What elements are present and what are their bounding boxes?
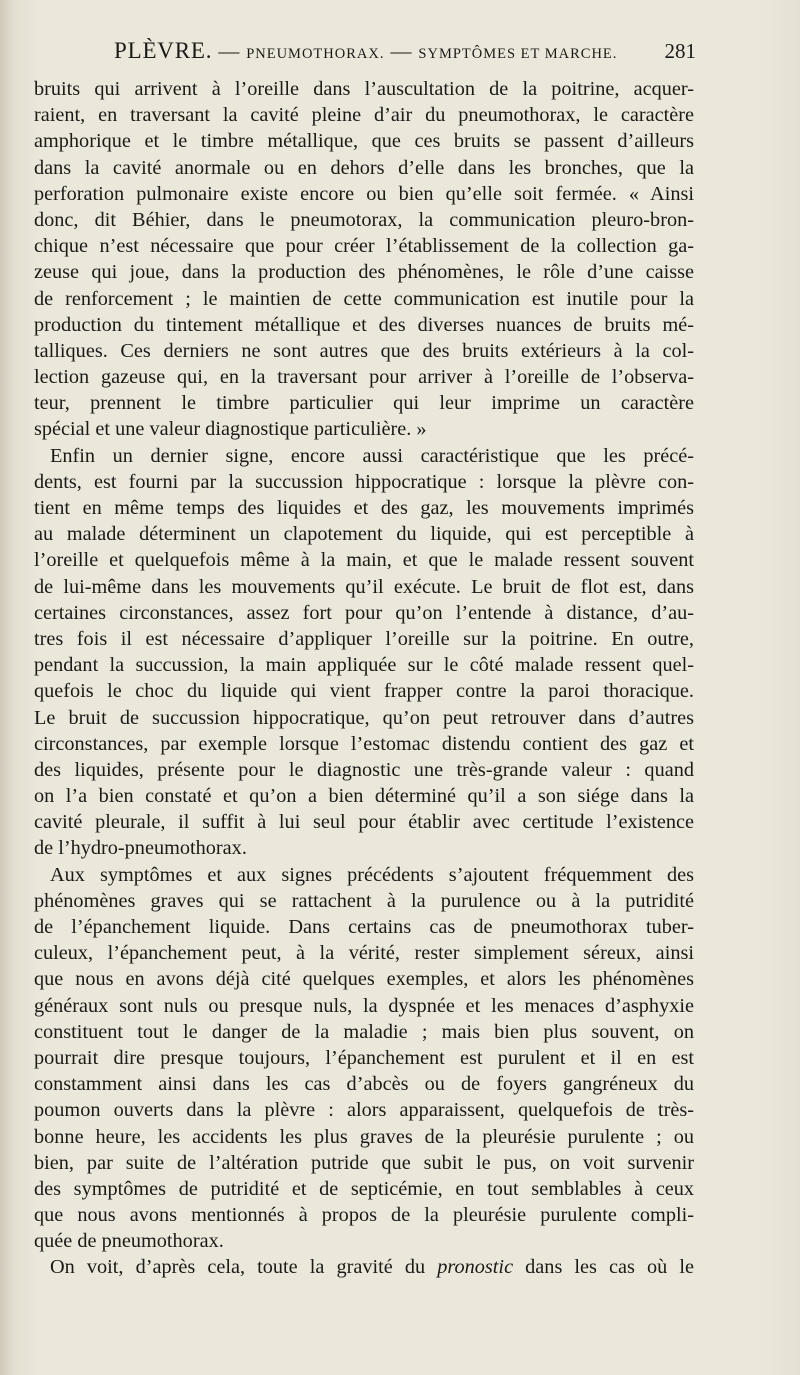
text-line: de lui-même dans les mouvements qu’il exécute. Le bruit de flot est, dans: [34, 575, 694, 598]
text-line: quée de pneumothorax.: [34, 1230, 224, 1253]
text-line: au malade déterminent un clapotement du liquide, qui est perceptible à: [34, 523, 694, 546]
text-line: de renforcement ; le maintien de cette communication est inutile pour la: [34, 287, 694, 310]
page-number: 281: [664, 39, 696, 63]
text-line-final: [34, 1254, 694, 1280]
subsection-title: SYMPTÔMES ET MARCHE.: [418, 46, 618, 62]
title-separator: —: [390, 39, 413, 63]
text-line: poumon ouverts dans la plèvre : alors apparaissent, quelquefois de très-: [34, 1099, 694, 1122]
text-line: quefois le choc du liquide qui vient frapper contre la paroi thoracique.: [34, 680, 694, 703]
section-title: PNEUMOTHORAX.: [246, 46, 385, 62]
text-line: talliques. Ces derniers ne sont autres que des bruits extérieurs à la col-: [34, 339, 694, 362]
text-fragment: On voit, d’après cela, toute la gravité du: [50, 1256, 438, 1279]
text-line: pourrait dire presque toujours, l’épanchement est purulent et il en est: [34, 1046, 694, 1069]
text-fragment: dans les cas où le: [513, 1256, 694, 1279]
text-line: donc, dit Béhier, dans le pneumotorax, la communication pleuro-bron-: [34, 208, 694, 231]
text-line: raient, en traversant la cavité pleine d’air du pneumothorax, le caractère: [34, 104, 694, 127]
text-line: teur, prennent le timbre particulier qui leur imprime un caractère: [34, 392, 694, 415]
text-line: pendant la succussion, la main appliquée sur le côté malade ressent quel-: [34, 654, 694, 677]
text-line: chique n’est nécessaire que pour créer l’établissement de la collection ga-: [34, 235, 694, 258]
chapter-title: PLÈVRE.: [114, 38, 213, 63]
text-line: bruits qui arrivent à l’oreille dans l’auscultation de la poitrine, acquer-: [34, 78, 694, 100]
text-line: constituent tout le danger de la maladie ; mais bien plus souvent, on: [34, 1020, 694, 1043]
text-line: que nous en avons déjà cité quelques exemples, et alors les phénomènes: [34, 968, 694, 991]
text-line: spécial et une valeur diagnostique particulière. »: [34, 418, 427, 441]
text-line: production du tintement métallique et des diverses nuances de bruits mé-: [34, 313, 694, 336]
text-line: Enfin un dernier signe, encore aussi caractéristique que les précé-: [50, 444, 694, 467]
text-line: certaines circonstances, assez fort pour qu’on l’entende à distance, d’au-: [34, 601, 694, 624]
text-line: dans la cavité anormale ou en dehors d’elle dans les bronches, que la: [34, 156, 694, 179]
running-header: [36, 38, 696, 72]
italic-term: pronostic: [437, 1256, 514, 1279]
text-line: circonstances, par exemple lorsque l’estomac distendu contient des gaz et: [34, 732, 694, 755]
text-line: phénomènes graves qui se rattachent à la purulence ou à la putridité: [34, 889, 694, 912]
text-line: des symptômes de putridité et de septicémie, en tout semblables à ceux: [34, 1177, 694, 1200]
text-line: bien, par suite de l’altération putride que subit le pus, on voit survenir: [34, 1151, 694, 1174]
text-line: bonne heure, les accidents les plus graves de la pleurésie purulente ; ou: [34, 1125, 694, 1148]
text-line: l’oreille et quelquefois même à la main, et que le malade ressent souvent: [34, 549, 694, 572]
text-line: que nous avons mentionnés à propos de la pleurésie purulente compli-: [34, 1204, 694, 1227]
text-line: constamment ainsi dans les cas d’abcès ou de foyers gangréneux du: [34, 1073, 694, 1096]
title-separator: —: [218, 39, 241, 63]
text-line: des liquides, présente pour le diagnostic une très-grande valeur : quand: [34, 758, 694, 781]
text-line: Le bruit de succussion hippocratique, qu’on peut retrouver dans d’autres: [34, 706, 694, 729]
text-line: lection gazeuse qui, en la traversant pour arriver à l’oreille de l’observa-: [34, 366, 694, 389]
text-line: de l’épanchement liquide. Dans certains cas de pneumothorax tuber-: [34, 916, 694, 938]
text-line: amphorique et le timbre métallique, que ces bruits se passent d’ailleurs: [34, 130, 694, 153]
body-text: [34, 76, 694, 1281]
text-line: on l’a bien constaté et qu’on a bien déterminé qu’il a son siége dans la: [34, 785, 694, 808]
text-line: cavité pleurale, il suffit à lui seul pour établir avec certitude l’existence: [34, 811, 694, 834]
text-line: tient en même temps des liquides et des gaz, les mouvements imprimés: [34, 497, 694, 519]
text-line: généraux sont nuls ou presque nuls, la dyspnée et les menaces d’asphyxie: [34, 994, 694, 1017]
text-line: perforation pulmonaire existe encore ou bien qu’elle soit fermée. « Ainsi: [34, 182, 694, 205]
text-line: Aux symptômes et aux signes précédents s’ajoutent fréquemment des: [50, 863, 694, 886]
text-line: tres fois il est nécessaire d’appliquer l’oreille sur la poitrine. En outre,: [34, 627, 694, 650]
text-line: de l’hydro-pneumothorax.: [34, 837, 247, 860]
running-title: [114, 38, 617, 64]
text-line: culeux, l’épanchement peut, à la vérité, rester simplement séreux, ainsi: [34, 942, 694, 965]
text-line: zeuse qui joue, dans la production des phénomènes, le rôle d’une caisse: [34, 261, 694, 284]
text-line: dents, est fourni par la succussion hippocratique : lorsque la plèvre con-: [34, 470, 694, 493]
